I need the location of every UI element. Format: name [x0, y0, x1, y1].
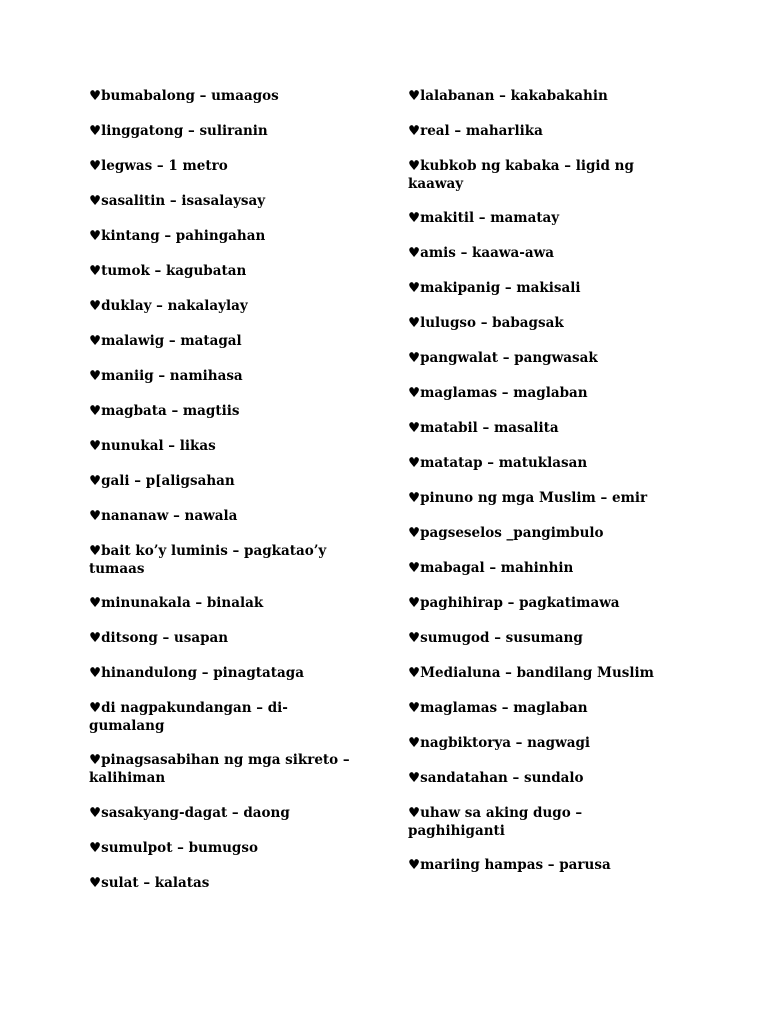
glossary-entry: ♥paghihirap – pagkatimawa	[408, 595, 620, 611]
glossary-entry: ♥real – maharlika	[408, 123, 543, 139]
glossary-entry: ♥Medialuna – bandilang Muslim	[408, 665, 654, 681]
glossary-entry: ♥sandatahan – sundalo	[408, 770, 584, 786]
glossary-entry: ♥sulat – kalatas	[89, 875, 210, 891]
glossary-entry: ♥linggatong – suliranin	[89, 123, 268, 139]
glossary-entry: ♥pinuno ng mga Muslim – emir	[408, 490, 648, 506]
glossary-entry: ♥makitil – mamatay	[408, 210, 560, 226]
glossary-entry: ♥magbata – magtiis	[89, 403, 240, 419]
glossary-entry: ♥di nagpakundangan – di-gumalang	[89, 700, 288, 734]
glossary-entry: ♥lalabanan – kakabakahin	[408, 88, 608, 104]
glossary-entry: ♥pangwalat – pangwasak	[408, 350, 598, 366]
glossary-entry: ♥mabagal – mahinhin	[408, 560, 574, 576]
glossary-entry: ♥bumabalong – umaagos	[89, 88, 279, 104]
glossary-entry: ♥matatap – matuklasan	[408, 455, 588, 471]
glossary-entry: ♥sumulpot – bumugso	[89, 840, 258, 856]
glossary-entry: ♥sasalitin – isasalaysay	[89, 193, 266, 209]
glossary-entry: ♥amis – kaawa-awa	[408, 245, 554, 261]
glossary-entry: ♥malawig – matagal	[89, 333, 242, 349]
glossary-entry: ♥legwas – 1 metro	[89, 158, 228, 174]
glossary-entry: ♥duklay – nakalaylay	[89, 298, 248, 314]
glossary-entry: ♥minunakala – binalak	[89, 595, 264, 611]
glossary-entry: ♥maglamas – maglaban	[408, 700, 588, 716]
glossary-entry: ♥lulugso – babagsak	[408, 315, 564, 331]
glossary-entry: ♥nananaw – nawala	[89, 508, 238, 524]
glossary-entry: ♥sasakyang-dagat – daong	[89, 805, 290, 821]
glossary-entry: ♥maniig – namihasa	[89, 368, 243, 384]
glossary-entry: ♥makipanig – makisali	[408, 280, 581, 296]
glossary-entry: ♥maglamas – maglaban	[408, 385, 588, 401]
glossary-entry: ♥bait ko’y luminis – pagkatao’y tumaas	[89, 543, 327, 577]
glossary-entry: ♥nagbiktorya – nagwagi	[408, 735, 591, 751]
glossary-entry: ♥pinagsasabihan ng mga sikreto – kalihiman	[89, 752, 350, 786]
glossary-entry: ♥sumugod – susumang	[408, 630, 583, 646]
glossary-entry: ♥kubkob ng kabaka – ligid ng kaaway	[408, 158, 634, 192]
glossary-entry: ♥nunukal – likas	[89, 438, 216, 454]
glossary-entry: ♥tumok – kagubatan	[89, 263, 247, 279]
glossary-entry: ♥kintang – pahingahan	[89, 228, 266, 244]
glossary-entry: ♥matabil – masalita	[408, 420, 559, 436]
glossary-entry: ♥ditsong – usapan	[89, 630, 229, 646]
glossary-entry: ♥uhaw sa aking dugo – paghihiganti	[408, 805, 583, 839]
glossary-entry: ♥gali – p[aligsahan	[89, 473, 235, 489]
glossary-entry: ♥pagseselos _pangimbulo	[408, 525, 604, 541]
glossary-entry: ♥hinandulong – pinagtataga	[89, 665, 304, 681]
glossary-entry: ♥mariing hampas – parusa	[408, 857, 611, 873]
